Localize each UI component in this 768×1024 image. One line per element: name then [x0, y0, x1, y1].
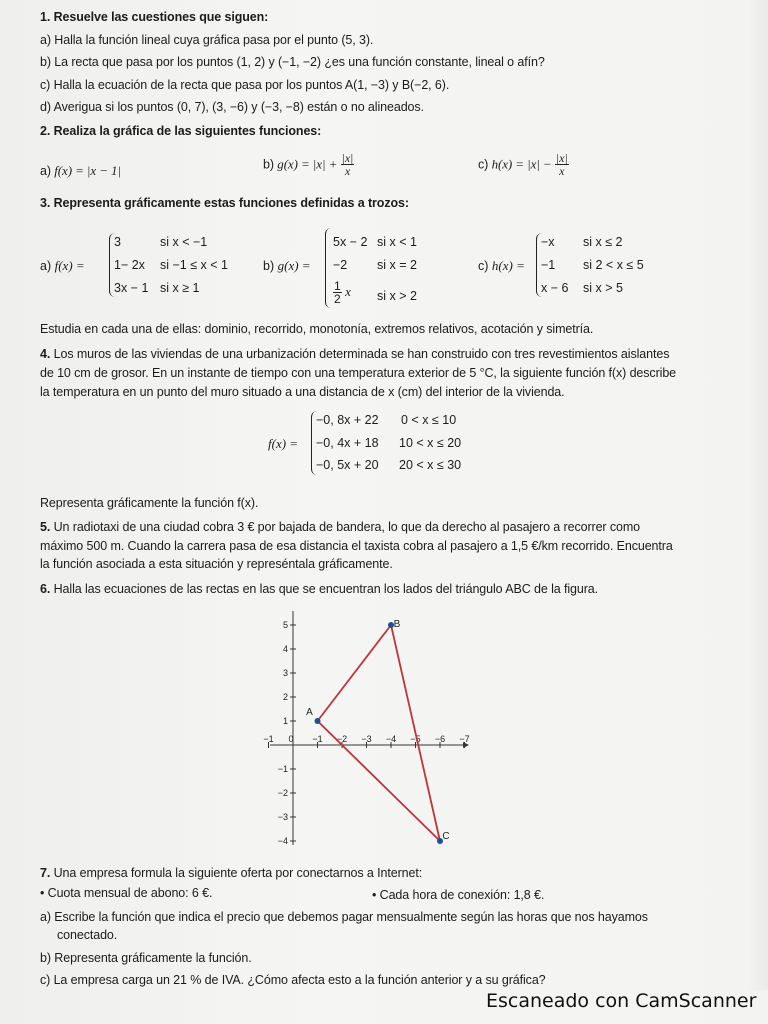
ex5-line-3: la función asociada a esta situación y represéntala gráficamente.: [40, 557, 393, 571]
ex4-row-3-expr: −0, 5x + 20: [316, 458, 379, 472]
ex2-b: [263, 152, 354, 177]
ex1-b: b) La recta que pasa por los puntos (1, 2) y (−1, −2) ¿es una función constante, lineal o afín?: [40, 55, 545, 69]
ex4-fx: [268, 436, 298, 452]
y-tick-label: 5: [282, 620, 288, 630]
ex3-c-row-3-cond: si x > 5: [583, 281, 623, 295]
x-ticks: [263, 734, 469, 748]
side-bc: [391, 625, 440, 841]
scanner-watermark: Escaneado con CamScanner: [486, 990, 757, 1012]
ex3-b-row-1-expr: 5x − 2: [333, 235, 368, 249]
x-tick-label: −1: [312, 734, 323, 744]
ex1-number: 1.: [40, 10, 51, 24]
y-tick-label: −3: [277, 812, 288, 822]
ex3-b-brace: [325, 228, 332, 308]
ex2-a: [40, 163, 121, 179]
ex2-title: [40, 124, 321, 139]
side-ca: [318, 721, 441, 841]
ex3-c-label: c): [478, 259, 489, 273]
ex4-row-1-cond: 0 < x ≤ 10: [401, 413, 457, 427]
ex3-c-head: [478, 258, 525, 274]
ex7-a-line-1: a) Escribe la función que indica el precio que debemos pagar mensualmente según las horas que nos hayamos: [40, 910, 648, 924]
ex3-b-row-1-cond: si x < 1: [377, 235, 417, 249]
ex1-d: d) Averigua si los puntos (0, 7), (3, −6) y (−3, −8) están o no alineados.: [40, 100, 424, 114]
y-tick-label: 3: [282, 668, 288, 678]
ex3-b-label: b): [263, 259, 275, 273]
ex3-a-head: [40, 258, 85, 274]
ex2-c-denominator: x: [559, 164, 565, 178]
ex2-c-fraction: [555, 152, 569, 177]
ex2-a-expr: f(x) = |x − 1|: [54, 163, 121, 178]
vertex-label-b: B: [393, 619, 401, 630]
x-tick-label: −3: [361, 734, 372, 744]
ex4-line-1-text: Los muros de las viviendas de una urbanización determinada se han construido con tres revestimientos aislantes: [53, 347, 670, 361]
bullet-icon: •: [372, 888, 377, 902]
ex7-number: 7.: [40, 866, 51, 880]
ex3-title: [40, 196, 409, 211]
ex7-title-text: Una empresa formula la siguiente oferta por conectarnos a Internet:: [53, 866, 423, 880]
ex2-number: 2.: [40, 124, 51, 138]
ex3-b-half-num: 1: [334, 279, 341, 293]
ex4-number: 4.: [40, 347, 51, 361]
ex3-c-row-3-expr: x − 6: [541, 281, 569, 295]
ex5-line-1: [40, 520, 640, 535]
ex2-a-label: a): [40, 164, 51, 178]
ex3-b-row-2-expr: −2: [333, 258, 348, 272]
ex7-bullet-1-text: Cuota mensual de abono: 6 €.: [47, 886, 213, 900]
ex5-number: 5.: [40, 520, 51, 534]
y-tick-label: −2: [277, 788, 288, 798]
ex2-c: [478, 152, 569, 177]
ex7-a-line-2: conectado.: [57, 928, 118, 942]
ex3-number: 3.: [40, 196, 51, 210]
x-tick-label: −2: [336, 734, 348, 744]
ex4-row-3-cond: 20 < x ≤ 30: [399, 458, 462, 472]
ex6-number: 6.: [40, 582, 51, 596]
ex7-title: [40, 866, 422, 881]
ex2-b-numerator: |x|: [341, 151, 354, 165]
ex4-line-3: la temperatura en un punto del muro situado a una distancia de x (cm) del interior de la vivienda.: [40, 385, 565, 399]
ex3-b-fx: g(x) =: [277, 258, 311, 273]
figure-axes: [270, 611, 469, 845]
ex3-b-half-den: 2: [334, 292, 341, 306]
ex6-text: Halla las ecuaciones de las rectas en las que se encuentran los lados del triángulo ABC de la figura.: [53, 582, 599, 596]
x-tick-label: −6: [434, 734, 446, 744]
ex2-c-label: c): [478, 157, 489, 172]
ex4-row-2-cond: 10 < x ≤ 20: [399, 436, 462, 450]
ex3-a-row-3-cond: si x ≥ 1: [160, 281, 200, 295]
ex5-line-2: máximo 500 m. Cuando la carrera pasa de esa distancia el taxista cobra al pasajero a 1,5 €/km recorrido. Encuentra: [40, 539, 673, 553]
ex2-b-denominator: x: [344, 164, 351, 178]
ex3-b-row-3-var: x: [345, 283, 351, 299]
y-tick-label: 1: [282, 716, 288, 726]
y-tick-label: −4: [277, 836, 288, 846]
ex4-row-2-expr: −0, 4x + 18: [316, 436, 379, 450]
x-tick-label: 0: [288, 734, 294, 744]
ex3-a-row-1-cond: si x < −1: [160, 235, 208, 249]
ex7-bullet-2: [372, 888, 544, 903]
ex4-line-1: [40, 347, 669, 362]
ex4-task: Representa gráficamente la función f(x).: [40, 496, 259, 510]
y-tick-label: −1: [277, 764, 288, 774]
ex3-b-row-2-cond: si x = 2: [377, 258, 417, 272]
ex3-c-row-2-cond: si 2 < x ≤ 5: [583, 258, 644, 272]
ex2-b-label: b): [263, 157, 274, 172]
ex4-row-1-expr: −0, 8x + 22: [316, 413, 379, 427]
side-ab: [318, 625, 392, 721]
ex2-b-fraction: [341, 152, 355, 177]
ex3-c-fx: h(x) =: [491, 258, 525, 273]
x-tick-label: −5: [410, 734, 421, 744]
ex5-line-1-text: Un radiotaxi de una ciudad cobra 3 € por bajada de bandera, lo que da derecho al pasajero a recorrer como: [53, 520, 641, 534]
ex3-a-row-1-expr: 3: [114, 235, 121, 249]
ex2-b-expr: g(x) = |x| +: [277, 156, 338, 172]
ex2-c-expr: h(x) = |x| −: [491, 156, 552, 172]
ex3-a-row-3-expr: 3x − 1: [114, 281, 149, 295]
ex4-fx-label: f(x) =: [268, 436, 299, 451]
ex3-b-row-3-cond: si x > 2: [377, 289, 417, 303]
vertex-label-c: C: [442, 831, 450, 842]
ex3-b-row-3-expr: [333, 280, 351, 305]
y-tick-label: 4: [282, 644, 288, 654]
ex3-a-fx: f(x) =: [54, 258, 85, 273]
page-edge-shadow: [748, 0, 768, 990]
ex3-c-row-1-expr: −x: [541, 235, 555, 249]
ex7-bullet-1: [40, 886, 212, 901]
vertex-label-a: A: [306, 707, 313, 718]
ex7-b: b) Representa gráficamente la función.: [40, 951, 252, 965]
ex3-study: Estudia en cada una de ellas: dominio, recorrido, monotonía, extremos relativos, acotación y simetría.: [40, 322, 594, 336]
ex3-c-row-1-cond: si x ≤ 2: [583, 235, 623, 249]
ex1-title-text: Resuelve las cuestiones que siguen:: [53, 10, 269, 24]
ex1-c: c) Halla la ecuación de la recta que pasa por los puntos A(1, −3) y B(−2, 6).: [40, 78, 450, 92]
ex3-a-row-2-cond: si −1 ≤ x < 1: [160, 258, 229, 272]
bullet-icon: •: [40, 886, 45, 900]
ex3-title-text: Representa gráficamente estas funciones definidas a trozos:: [53, 196, 409, 210]
ex4-line-2: de 10 cm de grosor. En un instante de tiempo con una temperatura exterior de 5 °C, la siguiente función f(x) describe: [40, 366, 677, 380]
triangle: [318, 625, 441, 841]
ex1-a: a) Halla la función lineal cuya gráfica pasa por el punto (5, 3).: [40, 33, 374, 47]
ex3-b-head: [263, 258, 311, 274]
vertex-a: [315, 718, 321, 724]
y-tick-label: 2: [282, 692, 288, 702]
ex2-title-text: Realiza la gráfica de las siguientes funciones:: [53, 124, 322, 138]
triangle-figure: [258, 605, 478, 850]
ex6-line: [40, 582, 598, 597]
ex3-a-row-2-expr: 1− 2x: [114, 258, 145, 272]
x-tick-label: −4: [385, 734, 397, 744]
ex3-c-row-2-expr: −1: [541, 258, 556, 272]
ex7-c: c) La empresa carga un 21 % de IVA. ¿Cómo afecta esto a la función anterior y a su gráfica?: [40, 973, 546, 987]
x-tick-label: −7: [459, 734, 470, 744]
ex1-title: [40, 10, 268, 25]
ex2-c-numerator: |x|: [555, 151, 568, 165]
x-tick-label: −1: [263, 734, 274, 744]
ex3-b-half: [333, 280, 342, 305]
ex3-a-label: a): [40, 259, 52, 273]
ex7-bullet-2-text: Cada hora de conexión: 1,8 €.: [379, 888, 545, 902]
